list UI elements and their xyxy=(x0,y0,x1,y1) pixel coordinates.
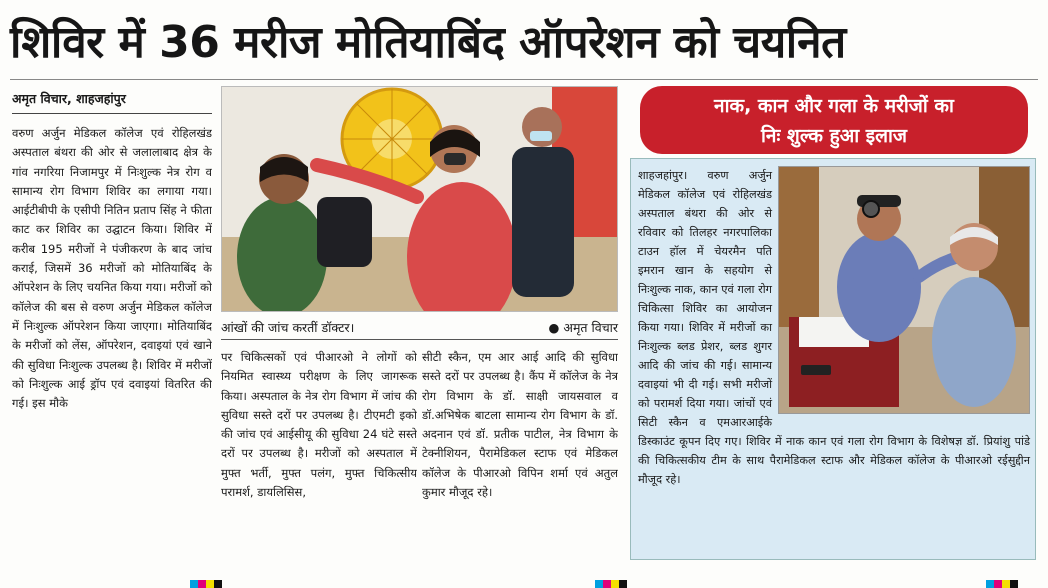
side-story-title xyxy=(640,86,1028,154)
side-story-title-line-1: नाक, कान और गला के मरीजों का xyxy=(714,95,954,117)
eye-checkup-photo xyxy=(221,86,618,312)
caption-text: आंखों की जांच करतीं डॉक्टर। xyxy=(221,320,355,335)
eye-checkup-illustration xyxy=(222,87,618,312)
ent-checkup-illustration xyxy=(779,167,1030,414)
article-text-1: वरुण अर्जुन मेडिकल कॉलेज एवं रोहिलखंड अस्पताल बंथरा की ओर से जलालाबाद क्षेत्र के गांव नगरिया निजामपुर में निःशुल्क नेत्र रोग व सामान्य रोग विभाग शिविर का लगाया गया। आईटीबीपी के एसीपी नितिन प्रताप सिंह ने फीता काट कर शिविर का उद्घाटन किया। शिविर में करीब 195 मरीजों ने पंजीकरण के बाद जांच कराई, जिसमें 36 मरीजों को मोतियाबिंद के ऑपरेशन के लिए चयनित किया गया। मरीजों को कॉलेज की बस से वरुण अर्जुन मेडिकल कॉलेज में निःशुल्क ऑपरेशन किया जाएगा। मोतियाबिंद के मरीजों को लेंस, ऑपरेशन, दवाइयां एवं खाने की सुविधा निःशुल्क उपलब्ध है। शिविर में मरीजों को निःशुल्क आई ड्रॉप एवं दवाइयां वितरित की गई। इस मौके xyxy=(12,126,212,411)
print-registration-marks-right xyxy=(986,580,1018,588)
ent-doctor-figure xyxy=(837,232,921,342)
byline: अमृत विचार, शाहजहांपुर xyxy=(12,90,212,114)
photo-credit: ● अमृत विचार xyxy=(548,320,618,335)
print-registration-marks-center xyxy=(595,580,627,588)
ent-checkup-photo xyxy=(778,166,1030,414)
article-column-1 xyxy=(12,124,212,579)
side-story-title-line-2: निः शुल्क हुआ इलाज xyxy=(761,125,907,147)
article-column-3 xyxy=(422,348,618,580)
article-column-2 xyxy=(221,348,417,580)
assistant-figure xyxy=(512,147,574,297)
phone xyxy=(801,365,831,375)
side-story-text-block xyxy=(638,166,1030,489)
patient-figure xyxy=(237,197,327,312)
side-story-text: शाहजहांपुर। वरुण अर्जुन मेडिकल कॉलेज एवं रोहिलखंड अस्पताल बंथरा की ओर से रविवार को तिलहर नगरपालिका टाउन हॉल में चेयरमैन पति इमरान खान के सहयोग से निःशुल्क नाक, कान एवं गला रोग चिकित्सा शिविर का आयोजन किया गया। शिविर में मरीजों का निःशुल्क ब्लड प्रेशर, ब्लड शुगर आदि की जांच की गई। सामान्य दवाइयां भी दी गई। सभी मरीजों को परामर्श दिया गया। जांचों एवं सिटी स्कैन व एमआरआईके डिस्काउंट कूपन दिए गए। शिविर में नाक कान एवं गला रोग विभाग के विशेषज्ञ डॉ. प्रियांशु पांडे की चिकित्सकीय टीम के साथ पैरामेडिकल स्टाफ और मेडिकल कॉलेज के पीआरओ रईसुद्दीन मौजूद रहे। xyxy=(638,169,1030,486)
article-text-2: पर चिकित्सकों एवं पीआरओ ने लोगों को नियमित स्वास्थ्य परीक्षण के लिए जागरूक किया। अस्पताल के नेत्र रोग विभाग में जांच की सुविधा सस्ते दरों पर उपलब्ध है। टीएमटी इको की जांच एवं आईसीयू की सुविधा 24 घंटे सस्ते दरों पर उपलब्ध है। मरीजों को अस्पताल में मुफ्त भर्ती, मुफ्त पलंग, मुफ्त चिकित्सीय परामर्श, डायलिसिस, xyxy=(221,350,417,500)
article-text-3: सीटी स्कैन, एम आर आई आदि की सुविधा सस्ते दरों पर उपलब्ध है। कैंप में कॉलेज के नेत्र रोग विभाग के डॉ. साक्षी जायसवाल व डॉ.अभिषेक बाटला सामान्य रोग विभाग के डॉ. अदनान एवं डॉ. प्रतीक पाटील, नेत्र विभाग के टेक्नीशियन, पैरामेडिकल स्टाफ एवं मेडिकल कॉलेज के पीआरओ विपिन शर्मा एवं अतुल कुमार मौजूद रहे। xyxy=(422,350,618,500)
side-story-box xyxy=(630,86,1036,560)
headline: शिविर में 36 मरीज मोतियाबिंद ऑपरेशन को चयनित xyxy=(10,6,1038,80)
print-registration-marks-left xyxy=(190,580,222,588)
photo-caption xyxy=(221,316,618,340)
elderly-patient-figure xyxy=(932,277,1016,407)
side-story-body xyxy=(630,158,1036,560)
bag xyxy=(317,197,372,267)
